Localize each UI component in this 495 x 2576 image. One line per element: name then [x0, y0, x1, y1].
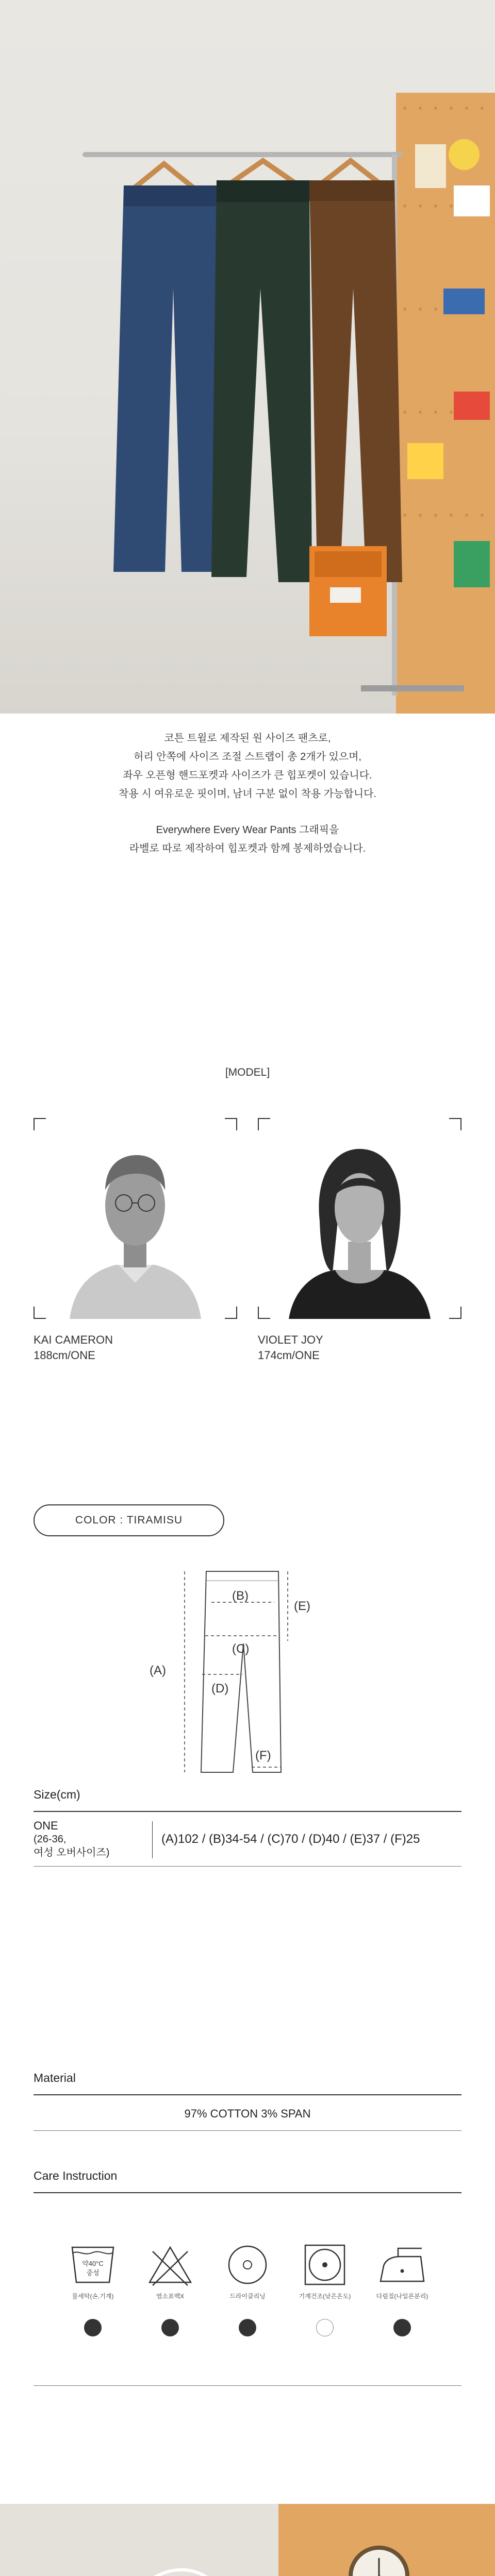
description-line: 허리 안쪽에 사이즈 조절 스트랩이 총 2개가 있으며,: [134, 751, 361, 762]
care-title: Care Instruction: [34, 2169, 118, 2182]
material-top-rule: [34, 2094, 461, 2095]
dry-clean-icon: [223, 2241, 272, 2287]
material-value: 97% COTTON 3% SPAN: [184, 2107, 311, 2120]
diagram-label-a: (A): [150, 1664, 166, 1677]
description-line: 코튼 트윌로 제작된 원 사이즈 팬츠로,: [164, 733, 331, 744]
brand-lifestyle-photo: [0, 2504, 495, 2576]
care-label: 기계건조(낮은온도): [299, 2293, 351, 2300]
color-badge: COLOR : TIRAMISU: [34, 1504, 224, 1536]
model-section-title: [MODEL]: [225, 1066, 270, 1078]
care-label: 염소표백X: [156, 2293, 185, 2300]
size-table-bottom-rule: [34, 1866, 461, 1867]
description-line: Everywhere Every Wear Pants 그래픽을: [156, 824, 339, 836]
size-values: (A)102 / (B)34-54 / (C)70 / (D)40 / (E)37 / (F)25: [161, 1832, 420, 1846]
product-description: [0, 729, 495, 858]
model-name: VIOLET JOY: [258, 1333, 323, 1346]
care-icons: [62, 2241, 433, 2344]
care-indicator-filled: [84, 2319, 102, 2336]
care-item-wash: [62, 2241, 124, 2336]
size-diagram: [124, 1551, 371, 1777]
description-line: 라벨로 따로 제작하여 힙포켓과 함께 봉제하였습니다.: [129, 843, 366, 854]
diagram-label-c: (C): [232, 1642, 250, 1656]
hero-illustration: [0, 0, 495, 714]
iron-icon: [377, 2241, 427, 2287]
model-info: 174cm/ONE: [258, 1349, 320, 1362]
wash-detergent-text: 중성: [86, 2269, 100, 2277]
brand-illustration: [0, 2504, 495, 2576]
diagram-label-f: (F): [255, 1749, 271, 1762]
size-fit: 여성 오버사이즈): [34, 1847, 110, 1858]
care-top-rule: [34, 2192, 461, 2193]
material-title: Material: [34, 2071, 76, 2084]
model-portrait-image: [258, 1118, 461, 1319]
no-bleach-icon: [145, 2241, 195, 2287]
care-indicator-empty: [316, 2319, 334, 2336]
model-name: KAI CAMERON: [34, 1333, 113, 1346]
diagram-label-b: (B): [232, 1589, 249, 1603]
wash-temp-text: 약40°C: [82, 2260, 104, 2267]
size-label-cell: [34, 1814, 152, 1865]
model-portrait-image: [34, 1118, 237, 1319]
size-title: Size(cm): [34, 1788, 80, 1801]
model-photo: [34, 1118, 237, 1319]
size-name: ONE: [34, 1819, 58, 1832]
care-item-dryclean: [217, 2241, 278, 2336]
care-item-bleach: [139, 2241, 201, 2336]
care-label: 물세탁(손,기계): [72, 2293, 114, 2300]
material-bottom-rule: [34, 2130, 461, 2131]
diagram-label-d: (D): [211, 1682, 229, 1696]
care-indicator-filled: [393, 2319, 411, 2336]
diagram-label-e: (E): [294, 1599, 310, 1613]
care-item-iron: [371, 2241, 433, 2336]
description-line: 좌우 오픈형 핸드포켓과 사이즈가 큰 힙포켓이 있습니다.: [123, 770, 372, 781]
pants-measurement-diagram: [124, 1551, 371, 1777]
care-indicator-filled: [239, 2319, 256, 2336]
tumble-dry-icon: [300, 2241, 350, 2287]
care-label: 드라이클리닝: [229, 2293, 266, 2300]
hero-product-photo: [0, 0, 495, 714]
model-card-violet: [258, 1118, 461, 1363]
description-line: 착용 시 여유로운 핏이며, 남녀 구분 없이 착용 가능합니다.: [119, 788, 376, 800]
model-photo: [258, 1118, 461, 1319]
model-card-kai: [34, 1118, 237, 1363]
size-table-top-rule: [34, 1811, 461, 1812]
care-item-tumble: [294, 2241, 356, 2336]
wash-tub-icon: [68, 2241, 118, 2287]
care-bottom-rule: [34, 2385, 461, 2386]
size-table-row: [34, 1814, 461, 1865]
size-range: (26-36,: [34, 1834, 67, 1845]
care-indicator-filled: [161, 2319, 179, 2336]
care-label: 다림질(나일론분리): [376, 2293, 428, 2300]
model-info: 188cm/ONE: [34, 1349, 95, 1362]
